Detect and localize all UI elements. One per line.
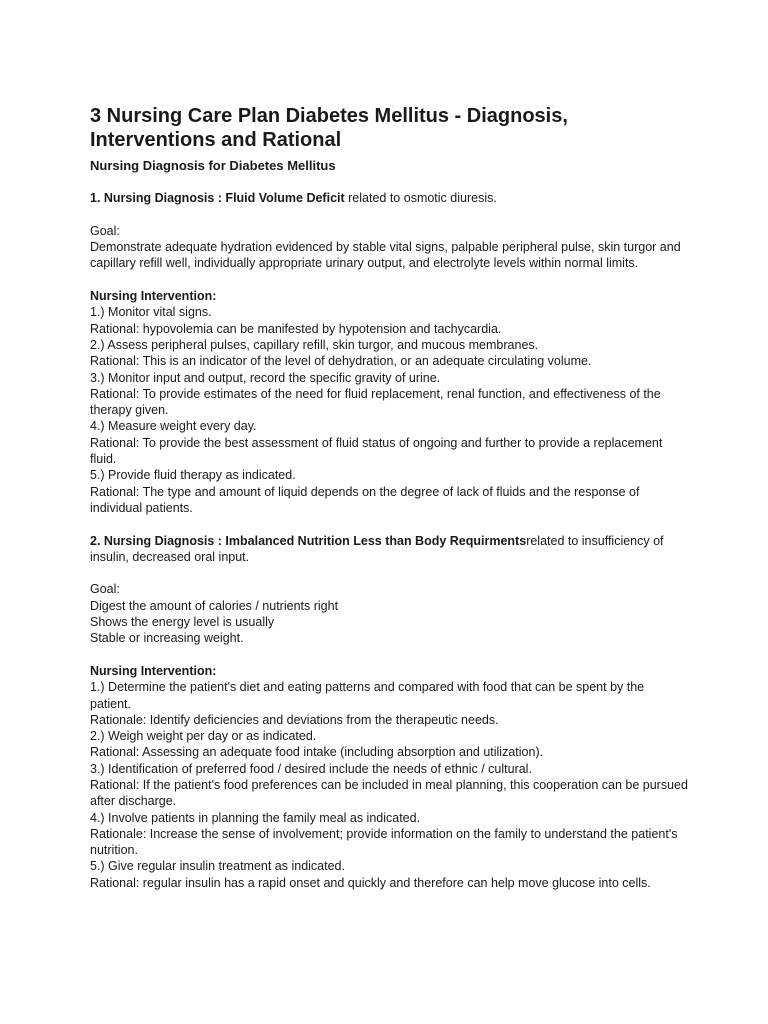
- diagnosis-2-line: 4.) Involve patients in planning the family meal as indicated.: [90, 810, 421, 825]
- diagnosis-1-line: Rational: hypovolemia can be manifested by hypotension and tachycardia.: [90, 321, 502, 336]
- diagnosis-1-goal-label: Goal:: [90, 223, 120, 238]
- diagnosis-1-line: 2.) Assess peripheral pulses, capillary refill, skin turgor, and mucous membranes.: [90, 337, 539, 352]
- diagnosis-2-heading: [90, 533, 688, 566]
- diagnosis-2-line: Rationale: Identify deficiencies and deviations from the therapeutic needs.: [90, 712, 499, 727]
- diagnosis-1-goal-text: Demonstrate adequate hydration evidenced by stable vital signs, palpable peripheral pulse, skin turgor and capillary refill well, individually appropriate urinary output, and electrolyte levels within normal limits.: [90, 240, 681, 271]
- diagnosis-2-line: 1.) Determine the patient's diet and eating patterns and compared with food that can be spent by the patient.: [90, 680, 645, 711]
- document-subtitle: Nursing Diagnosis for Diabetes Mellitus: [90, 158, 336, 173]
- diagnosis-1-intervention-label: Nursing Intervention:: [90, 289, 217, 304]
- diagnosis-2-line: Rational: regular insulin has a rapid onset and quickly and therefore can help move glucose into cells.: [90, 875, 651, 890]
- spacer: [90, 174, 688, 190]
- diagnosis-1-line: 5.) Provide fluid therapy as indicated.: [90, 468, 296, 483]
- spacer: [90, 272, 688, 288]
- document-title: 3 Nursing Care Plan Diabetes Mellitus - Diagnosis, Interventions and Rational: [90, 105, 568, 151]
- diagnosis-1-line: Rational: The type and amount of liquid depends on the degree of lack of fluids and the response of individual patients.: [90, 484, 640, 515]
- diagnosis-2-line: 5.) Give regular insulin treatment as indicated.: [90, 859, 345, 874]
- spacer: [90, 565, 688, 581]
- diagnosis-2-line: Rational: If the patient's food preferences can be included in meal planning, this cooperation can be pursued after discharge.: [90, 777, 688, 809]
- diagnosis-2-intervention-label: Nursing Intervention:: [90, 663, 217, 678]
- diagnosis-2-line: Rationale: Increase the sense of involvement; provide information on the family to understand the patient's nutrition.: [90, 826, 678, 858]
- diagnosis-2-goal-label: Goal:: [90, 582, 120, 597]
- diagnosis-2-section: [90, 533, 688, 892]
- diagnosis-1-section: [90, 190, 688, 516]
- diagnosis-2-goal-line: Shows the energy level is usually: [90, 615, 275, 630]
- diagnosis-1-heading-bold: 1. Nursing Diagnosis : Fluid Volume Deficit: [90, 191, 345, 206]
- diagnosis-2-goal-line: Stable or increasing weight.: [90, 631, 244, 646]
- diagnosis-2-heading-rest: related to insufficiency of insulin, decreased oral input.: [90, 533, 664, 564]
- diagnosis-2-line: Rational: Assessing an adequate food intake (including absorption and utilization).: [90, 745, 544, 760]
- diagnosis-1-line: Rational: To provide estimates of the need for fluid replacement, renal function, and effectiveness of the therapy given.: [90, 386, 661, 418]
- diagnosis-1-line: 4.) Measure weight every day.: [90, 419, 257, 434]
- diagnosis-1-heading: [90, 190, 688, 206]
- spacer: [90, 207, 688, 223]
- diagnosis-1-line: Rational: This is an indicator of the level of dehydration, or an adequate circulating volume.: [90, 354, 592, 369]
- spacer: [90, 647, 688, 663]
- diagnosis-2-heading-bold: 2. Nursing Diagnosis : Imbalanced Nutrition Less than Body Requirments: [90, 533, 527, 548]
- diagnosis-1-line: Rational: To provide the best assessment of fluid status of ongoing and further to provide a replacement fluid.: [90, 435, 663, 467]
- diagnosis-1-line: 1.) Monitor vital signs.: [90, 305, 212, 320]
- diagnosis-2-goal-line: Digest the amount of calories / nutrients right: [90, 598, 339, 613]
- diagnosis-2-line: 3.) Identification of preferred food / desired include the needs of ethnic / cultural.: [90, 761, 532, 776]
- diagnosis-2-line: 2.) Weigh weight per day or as indicated.: [90, 729, 317, 744]
- spacer: [90, 516, 688, 532]
- diagnosis-1-line: 3.) Monitor input and output, record the specific gravity of urine.: [90, 370, 441, 385]
- diagnosis-1-heading-rest: related to osmotic diuresis.: [344, 191, 497, 206]
